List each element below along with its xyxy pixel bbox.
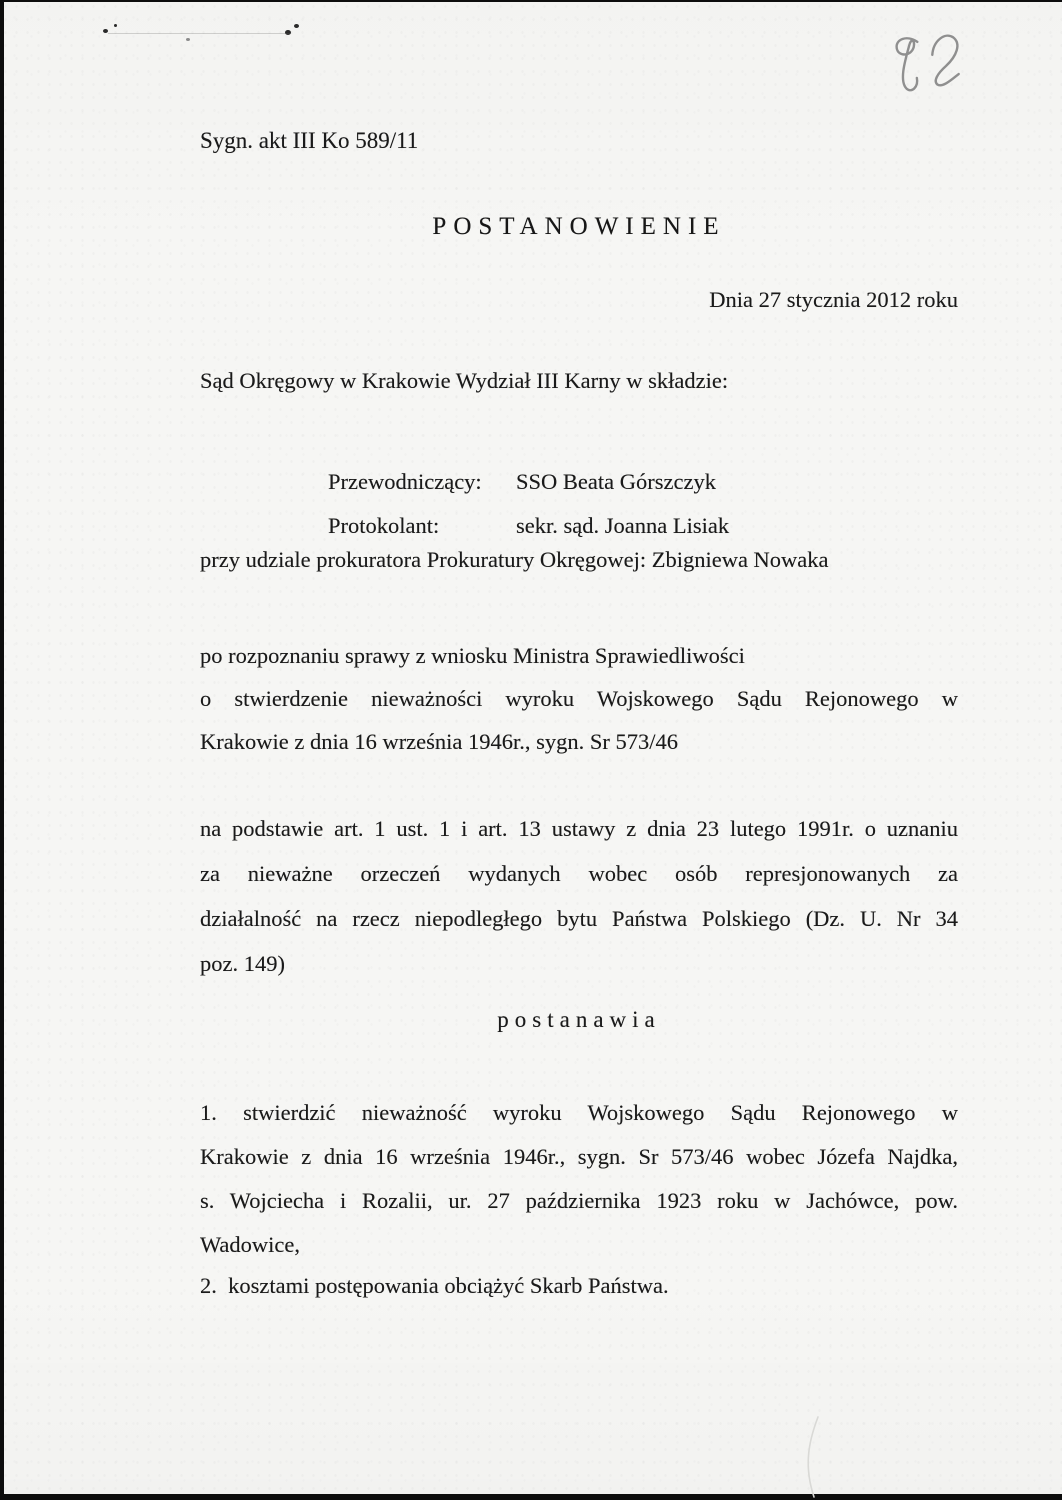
panel-row-clerk bbox=[328, 504, 958, 548]
text-line: Wadowice, bbox=[200, 1232, 301, 1257]
ink-speck-trail bbox=[108, 33, 290, 34]
panel-row-chair bbox=[328, 460, 958, 504]
text-line: 2. kosztami postępowania obciążyć Skarb Państwa. bbox=[200, 1273, 669, 1298]
prosecutor-line: przy udziale prokuratora Prokuratury Okręgowej: Zbigniewa Nowaka bbox=[200, 547, 829, 572]
text-line: po rozpoznaniu sprawy z wniosku Ministra Sprawiedliwości bbox=[200, 643, 745, 668]
clerk-label: Protokolant: bbox=[328, 513, 440, 538]
ruling-item-1 bbox=[200, 1091, 958, 1267]
ruling-item-2 bbox=[200, 1264, 958, 1308]
case-review-paragraph bbox=[200, 634, 958, 763]
text-line: poz. 149) bbox=[200, 951, 285, 976]
ink-speck bbox=[294, 24, 299, 28]
ink-speck bbox=[114, 24, 117, 27]
text-line: działalność na rzecz niepodległego bytu Państwa Polskiego (Dz. U. Nr 34 bbox=[200, 906, 958, 931]
chair-name: SSO Beata Górszczyk bbox=[516, 469, 716, 494]
text-line: s. Wojciecha i Rozalii, ur. 27 października 1923 roku w Jachówce, pow. bbox=[200, 1188, 958, 1213]
text-line: 1. stwierdzić nieważność wyroku Wojskowego Sądu Rejonowego w bbox=[200, 1100, 958, 1125]
chair-label: Przewodniczący: bbox=[328, 469, 482, 494]
scan-edge-artifact-bottom bbox=[0, 1494, 1062, 1500]
decision-heading: postanawia bbox=[497, 1007, 661, 1032]
legal-basis-paragraph bbox=[200, 806, 958, 986]
handwritten-page-number-icon bbox=[885, 25, 980, 105]
court-composition-intro: Sąd Okręgowy w Krakowie Wydział III Karny w składzie: bbox=[200, 368, 729, 393]
ink-speck bbox=[186, 38, 190, 41]
scan-edge-artifact-left bbox=[0, 0, 4, 1500]
panel-composition bbox=[200, 460, 958, 548]
clerk-name: sekr. sąd. Joanna Lisiak bbox=[516, 513, 730, 538]
document-title: POSTANOWIENIE bbox=[432, 213, 726, 240]
paper-crease-mark bbox=[790, 1415, 850, 1500]
text-line: za nieważne orzeczeń wydanych wobec osób represjonowanych za bbox=[200, 861, 958, 886]
document-date: Dnia 27 stycznia 2012 roku bbox=[709, 287, 958, 312]
case-number: Sygn. akt III Ko 589/11 bbox=[200, 128, 419, 153]
text-line: na podstawie art. 1 ust. 1 i art. 13 ustawy z dnia 23 lutego 1991r. o uznaniu bbox=[200, 816, 958, 841]
text-line: Krakowie z dnia 16 września 1946r., sygn. Sr 573/46 bbox=[200, 729, 679, 754]
text-line: Krakowie z dnia 16 września 1946r., sygn. Sr 573/46 wobec Józefa Najdka, bbox=[200, 1144, 958, 1169]
text-line: o stwierdzenie nieważności wyroku Wojskowego Sądu Rejonowego w bbox=[200, 686, 958, 711]
scan-edge-artifact-top bbox=[0, 0, 1062, 2]
